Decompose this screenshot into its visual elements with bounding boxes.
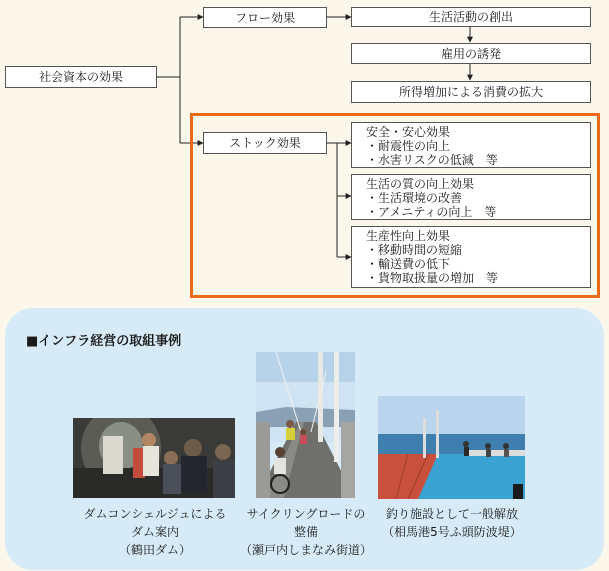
quality-effect-item: ・生活環境の改善: [366, 191, 463, 205]
cycling-bridge-photo: [256, 352, 355, 498]
caption-line: （鶴田ダム）: [118, 543, 191, 557]
caption-line: サイクリングロードの: [246, 507, 366, 521]
caption-line: （相馬港5号ふ頭防波堤）: [382, 525, 522, 539]
examples-title: ■インフラ経営の取組事例: [26, 334, 182, 349]
flow-chain-box-2: [351, 43, 591, 64]
flow-effect-box: [203, 7, 327, 28]
flow-chain-box-3: [351, 81, 591, 103]
stock-effect-box: [203, 132, 327, 154]
safety-effect-box: [351, 122, 591, 168]
flow-effect-label: フロー効果: [234, 10, 295, 25]
stock-effect-label: ストック効果: [229, 136, 301, 150]
caption-line: ダム案内: [130, 525, 179, 539]
flow-chain-label-1: 生活活動の創出: [428, 10, 513, 24]
caption-line: （瀬戸内しまなみ街道）: [239, 543, 372, 557]
flow-chain-label-3: 所得増加による消費の拡大: [398, 85, 543, 99]
flow-chain-label-2: 雇用の誘発: [440, 46, 501, 61]
example-caption-cycling: [236, 505, 376, 559]
productivity-effect-box: [351, 226, 591, 288]
safety-effect-item: ・水害リスクの低減 等: [366, 153, 498, 167]
quality-effect-title: 生活の質の向上効果: [366, 177, 475, 191]
quality-effect-item: ・アメニティの向上 等: [366, 205, 497, 219]
caption-line: ダムコンシェルジュによる: [83, 507, 227, 521]
quality-effect-box: [351, 174, 591, 220]
flow-chain-box-1: [351, 7, 591, 27]
caption-line: 釣り施設として一般解放: [385, 507, 518, 521]
example-caption-dam: [74, 505, 236, 559]
example-caption-fishing: [374, 505, 530, 541]
root-label: 社会資本の効果: [38, 70, 123, 84]
caption-line: 整備: [293, 525, 318, 539]
safety-effect-title: 安全・安心効果: [366, 125, 451, 139]
productivity-effect-item: ・貨物取扱量の増加 等: [366, 271, 499, 285]
safety-effect-item: ・耐震性の向上: [366, 139, 451, 153]
productivity-effect-title: 生産性向上効果: [366, 229, 451, 243]
dam-tunnel-photo: [73, 418, 235, 498]
productivity-effect-item: ・移動時間の短縮: [366, 243, 463, 257]
productivity-effect-item: ・輸送費の低下: [366, 257, 451, 271]
fishing-pier-photo: [378, 396, 525, 499]
root-box: [5, 66, 157, 88]
